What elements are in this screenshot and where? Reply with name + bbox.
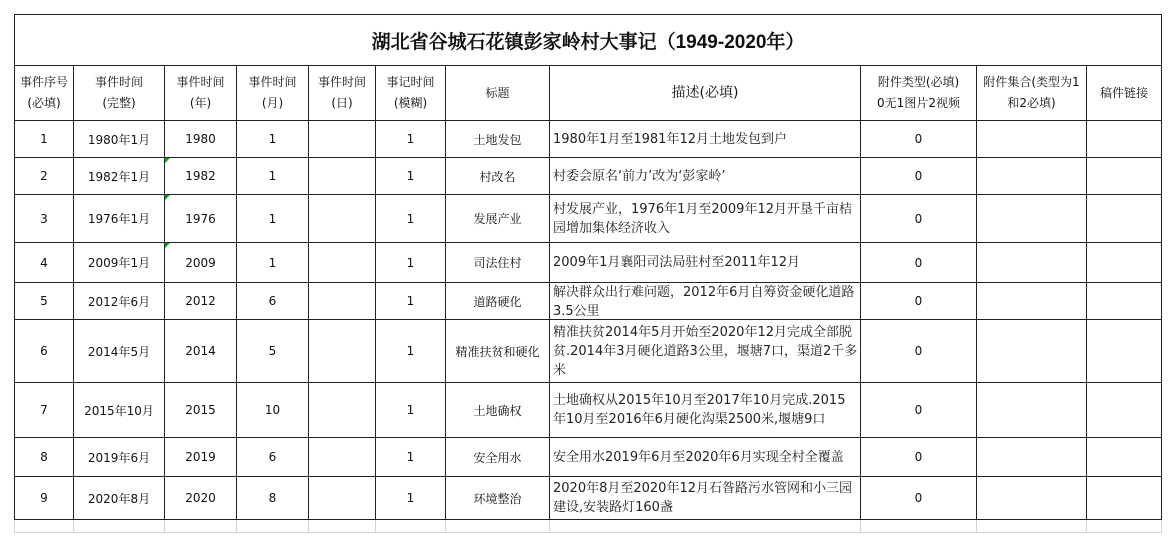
cell-attachment-type[interactable]: 0	[861, 383, 977, 438]
empty-cell[interactable]	[309, 520, 376, 533]
table-row	[15, 320, 1162, 383]
cell-attachment-set[interactable]	[977, 383, 1087, 438]
cell-fuzzy-time[interactable]: 1	[376, 383, 446, 438]
table-row	[15, 383, 1162, 438]
header-fuzzy-time-line: 事记时间	[386, 75, 435, 89]
cell-attachment-set[interactable]	[977, 320, 1087, 383]
cell-article-link[interactable]	[1087, 243, 1162, 283]
cell-attachment-type[interactable]: 0	[861, 121, 977, 158]
cell-event-no[interactable]: 5	[15, 283, 74, 320]
header-event-time-full-line: (完整)	[102, 96, 136, 110]
cell-event-month[interactable]: 10	[237, 383, 309, 438]
cell-attachment-type[interactable]: 0	[861, 320, 977, 383]
sheet-title[interactable]: 湖北省谷城石花镇彭家岭村大事记（1949-2020年）	[15, 15, 1162, 66]
table-row	[15, 438, 1162, 477]
header-attachment-set[interactable]	[977, 66, 1087, 121]
header-event-day[interactable]	[309, 66, 376, 121]
cell-description[interactable]	[550, 438, 861, 477]
cell-event-time-full[interactable]: 2015年10月	[74, 383, 165, 438]
cell-event-day[interactable]	[309, 195, 376, 243]
table-row	[15, 195, 1162, 243]
cell-description[interactable]	[550, 121, 861, 158]
cell-title[interactable]: 精准扶贫和硬化	[446, 320, 550, 383]
header-event-year[interactable]	[165, 66, 237, 121]
header-article-link[interactable]	[1087, 66, 1162, 121]
description-text: 安全用水2019年6月至2020年6月实现全村全覆盖	[553, 449, 844, 465]
cell-description[interactable]	[550, 243, 861, 283]
empty-cell[interactable]	[977, 520, 1087, 533]
cell-description[interactable]	[550, 320, 861, 383]
empty-cell[interactable]	[861, 520, 977, 533]
cell-attachment-type[interactable]: 0	[861, 438, 977, 477]
cell-attachment-set[interactable]	[977, 195, 1087, 243]
table-row	[15, 243, 1162, 283]
cell-fuzzy-time[interactable]: 1	[376, 477, 446, 520]
cell-article-link[interactable]	[1087, 383, 1162, 438]
cell-event-time-full[interactable]: 2020年8月	[74, 477, 165, 520]
cell-event-day[interactable]	[309, 477, 376, 520]
cell-event-month[interactable]: 5	[237, 320, 309, 383]
cell-event-year[interactable]: 2020	[165, 477, 237, 520]
header-article-link-line: 稿件链接	[1100, 85, 1149, 100]
description-text: 2009年1月襄阳司法局驻村至2011年12月	[553, 255, 800, 270]
table-row	[15, 283, 1162, 320]
cell-event-month[interactable]: 6	[237, 438, 309, 477]
header-event-day-line: 事件时间	[317, 75, 366, 89]
cell-attachment-set[interactable]	[977, 283, 1087, 320]
cell-event-time-full[interactable]: 1980年1月	[74, 121, 165, 158]
cell-event-day[interactable]	[309, 158, 376, 195]
cell-title[interactable]: 土地发包	[446, 121, 550, 158]
cell-event-day[interactable]	[309, 243, 376, 283]
cell-description[interactable]	[550, 477, 861, 520]
cell-event-year[interactable]: 1980	[165, 121, 237, 158]
empty-cell[interactable]	[237, 520, 309, 533]
header-attachment-type-line: 0无1图片2视频	[877, 96, 960, 110]
cell-event-month[interactable]: 6	[237, 283, 309, 320]
cell-event-year[interactable]: 2019	[165, 438, 237, 477]
cell-attachment-type[interactable]: 0	[861, 243, 977, 283]
cell-description[interactable]	[550, 195, 861, 243]
cell-event-no[interactable]: 7	[15, 383, 74, 438]
header-event-no-line: 事件序号	[19, 75, 68, 89]
header-event-month[interactable]	[237, 66, 309, 121]
cell-event-time-full[interactable]: 2012年6月	[74, 283, 165, 320]
cell-event-day[interactable]	[309, 121, 376, 158]
header-attachment-set-line: 附件集合(类型为1	[983, 75, 1080, 89]
table-row	[15, 158, 1162, 195]
header-attachment-set-line: 和2必填)	[1007, 96, 1056, 110]
cell-event-no[interactable]: 3	[15, 195, 74, 243]
cell-title[interactable]: 环境整治	[446, 477, 550, 520]
cell-description[interactable]	[550, 158, 861, 195]
header-event-time-full-line: 事件时间	[94, 75, 143, 89]
cell-article-link[interactable]	[1087, 195, 1162, 243]
cell-event-year[interactable]: 1982	[165, 158, 237, 195]
cell-article-link[interactable]	[1087, 283, 1162, 320]
table-row	[15, 121, 1162, 158]
cell-attachment-type[interactable]: 0	[861, 195, 977, 243]
cell-event-month[interactable]: 1	[237, 158, 309, 195]
cell-fuzzy-time[interactable]: 1	[376, 158, 446, 195]
cell-article-link[interactable]	[1087, 121, 1162, 158]
empty-row	[15, 520, 1162, 533]
header-event-day-line: (日)	[331, 96, 353, 110]
cell-fuzzy-time[interactable]: 1	[376, 283, 446, 320]
spreadsheet-sheet	[14, 14, 1161, 533]
cell-event-no[interactable]: 2	[15, 158, 74, 195]
empty-cell[interactable]	[74, 520, 165, 533]
cell-event-month[interactable]: 1	[237, 243, 309, 283]
header-event-year-line: 事件时间	[176, 75, 225, 89]
header-attachment-type-line: 附件类型(必填)	[877, 75, 960, 89]
empty-cell[interactable]	[1087, 520, 1162, 533]
cell-event-no[interactable]: 8	[15, 438, 74, 477]
cell-fuzzy-time[interactable]: 1	[376, 438, 446, 477]
cell-event-no[interactable]: 9	[15, 477, 74, 520]
cell-attachment-type[interactable]: 0	[861, 283, 977, 320]
cell-event-day[interactable]	[309, 383, 376, 438]
table-row	[15, 477, 1162, 520]
cell-event-month[interactable]: 1	[237, 121, 309, 158]
header-row	[15, 66, 1162, 121]
header-fuzzy-time-line: (模糊)	[393, 96, 428, 110]
header-event-year-line: (年)	[189, 96, 212, 110]
cell-article-link[interactable]	[1087, 158, 1162, 195]
cell-event-time-full[interactable]: 2019年6月	[74, 438, 165, 477]
cell-title[interactable]: 发展产业	[446, 195, 550, 243]
header-description-line: 描述(必填)	[671, 84, 739, 101]
cell-event-no[interactable]: 6	[15, 320, 74, 383]
cell-description[interactable]	[550, 383, 861, 438]
empty-cell[interactable]	[550, 520, 861, 533]
cell-fuzzy-time[interactable]: 1	[376, 195, 446, 243]
cell-event-month[interactable]: 8	[237, 477, 309, 520]
description-text: 土地确权从2015年10月至2017年10月完成.2015年10月至2016年6月硬化沟渠2500米,堰塘9口	[553, 393, 846, 427]
header-attachment-type[interactable]	[861, 66, 977, 121]
cell-fuzzy-time[interactable]: 1	[376, 121, 446, 158]
cell-fuzzy-time[interactable]: 1	[376, 320, 446, 383]
cell-attachment-set[interactable]	[977, 477, 1087, 520]
header-fuzzy-time[interactable]	[376, 66, 446, 121]
cell-title[interactable]: 司法住村	[446, 243, 550, 283]
cell-attachment-set[interactable]	[977, 243, 1087, 283]
empty-cell[interactable]	[376, 520, 446, 533]
empty-cell[interactable]	[15, 520, 74, 533]
cell-attachment-set[interactable]	[977, 438, 1087, 477]
cell-event-day[interactable]	[309, 438, 376, 477]
cell-event-no[interactable]: 4	[15, 243, 74, 283]
cell-title[interactable]: 土地确权	[446, 383, 550, 438]
cell-event-time-full[interactable]: 1976年1月	[74, 195, 165, 243]
header-event-time-full[interactable]	[74, 66, 165, 121]
cell-attachment-type[interactable]: 0	[861, 158, 977, 195]
header-event-no[interactable]	[15, 66, 74, 121]
cell-title[interactable]: 道路硬化	[446, 283, 550, 320]
empty-cell[interactable]	[165, 520, 237, 533]
cell-event-year[interactable]: 2014	[165, 320, 237, 383]
cell-description[interactable]	[550, 283, 861, 320]
cell-event-day[interactable]	[309, 283, 376, 320]
cell-event-year[interactable]: 2009	[165, 243, 237, 283]
header-title-line: 标题	[485, 85, 510, 100]
cell-event-year[interactable]: 1976	[165, 195, 237, 243]
header-title[interactable]	[446, 66, 550, 121]
cell-attachment-type[interactable]: 0	[861, 477, 977, 520]
cell-fuzzy-time[interactable]: 1	[376, 243, 446, 283]
chronicle-table	[14, 14, 1162, 533]
cell-article-link[interactable]	[1087, 477, 1162, 520]
cell-event-day[interactable]	[309, 320, 376, 383]
cell-event-year[interactable]: 2012	[165, 283, 237, 320]
cell-article-link[interactable]	[1087, 438, 1162, 477]
header-description[interactable]	[550, 66, 861, 121]
cell-event-time-full[interactable]: 2014年5月	[74, 320, 165, 383]
cell-event-time-full[interactable]: 2009年1月	[74, 243, 165, 283]
cell-article-link[interactable]	[1087, 320, 1162, 383]
cell-title[interactable]: 安全用水	[446, 438, 550, 477]
cell-attachment-set[interactable]	[977, 158, 1087, 195]
cell-title[interactable]: 村改名	[446, 158, 550, 195]
header-event-no-line: (必填)	[27, 96, 61, 110]
empty-cell[interactable]	[446, 520, 550, 533]
cell-event-time-full[interactable]: 1982年1月	[74, 158, 165, 195]
description-text: 2020年8月至2020年12月石昝路污水管网和小三园建设,安装路灯160盏	[553, 481, 852, 515]
description-text: 精准扶贫2014年5月开始至2020年12月完成全部脱贫.2014年3月硬化道路3公里，堰塘7口，渠道2千多米	[553, 324, 858, 378]
description-text: 村委会原名‘前力’改为‘彭家岭’	[553, 168, 726, 184]
header-event-month-line: 事件时间	[248, 75, 297, 89]
description-text: 村发展产业，1976年1月至2009年12月开垦千亩桔园增加集体经济收入	[553, 201, 852, 236]
cell-event-no[interactable]: 1	[15, 121, 74, 158]
header-event-month-line: (月)	[261, 96, 284, 110]
description-text: 解决群众出行难问题，2012年6月自筹资金硬化道路3.5公里	[553, 285, 855, 319]
cell-event-year[interactable]: 2015	[165, 383, 237, 438]
cell-event-month[interactable]: 1	[237, 195, 309, 243]
description-text: 1980年1月至1981年12月土地发包到户	[553, 131, 787, 147]
cell-attachment-set[interactable]	[977, 121, 1087, 158]
